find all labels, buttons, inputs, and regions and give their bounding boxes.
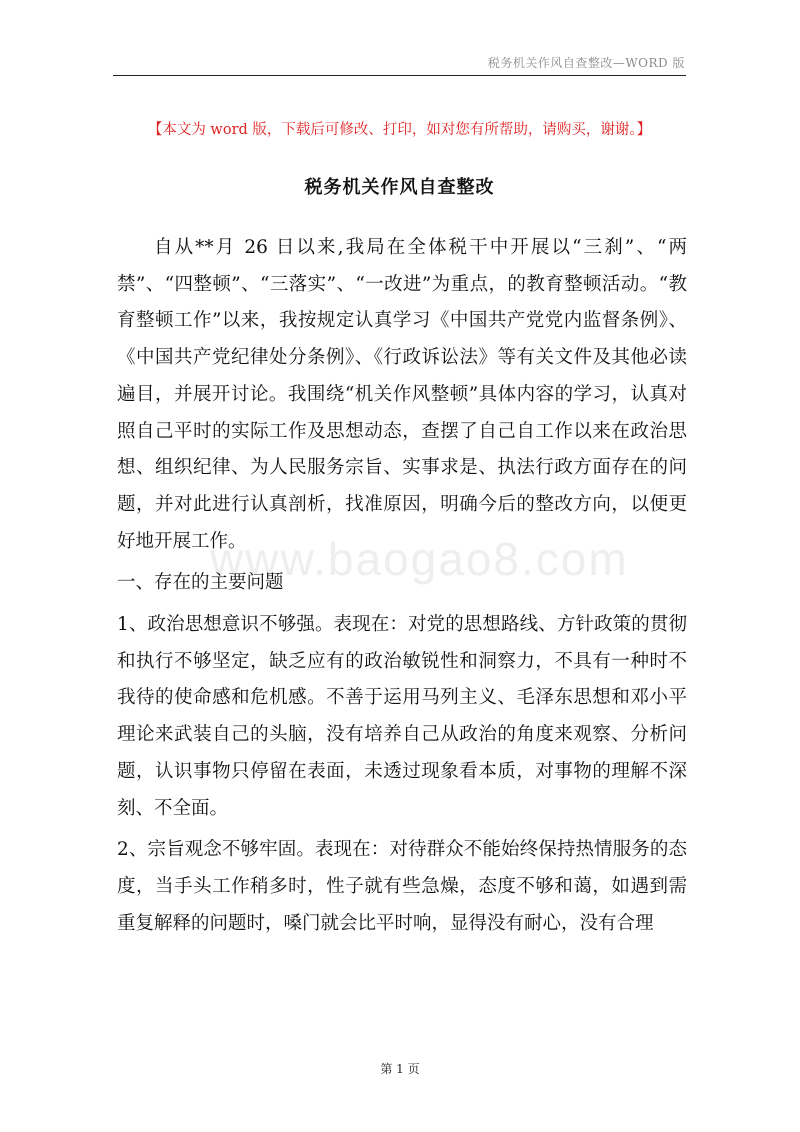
section-heading: 一、存在的主要问题 <box>117 572 284 594</box>
watermark: www.baogao8.com <box>210 533 629 585</box>
page-title: 税务机关作风自查整改 <box>304 177 495 198</box>
running-header: 税务机关作风自查整改—WORD 版 <box>487 56 685 70</box>
intro-paragraph: 自从**月 26 日以来,我局在全体税干中开展以“三刹”、“两禁”、“四整顿”、“三落实”、“一改进”为重点，的教育整顿活动。“教育整顿工作”以来，我按规定认真学习《中国共产党党内监督条例》、《中国共产党纪律处分条例》、《行政诉讼法》等有关文件及其他必读遍目，并展开讨论。我围绕“机关作风整顿”具体内容的学习，认真对照自己平时的实际工作及思想动态，查摆了自己自工作以来在政治思想、组织纪律、为人民服务宗旨、实事求是、执法行政方面存在的问题，并对此进行认真剖析，找准原因，明确今后的整改方向，以便更好地开展工作。 <box>117 237 687 552</box>
issue-paragraph-2: 2、宗旨观念不够牢固。表现在：对待群众不能始终保持热情服务的态度，当手头工作稍多时，性子就有些急燥，态度不够和蔼，如遇到需重复解释的问题时，嗓门就会比平时响，显得没有耐心，没有合理 <box>117 839 687 934</box>
header-divider <box>113 75 686 76</box>
page-number: 第 1 页 <box>380 1062 420 1076</box>
document-body <box>117 230 687 942</box>
issue-paragraph-1: 1、政治思想意识不够强。表现在：对党的思想路线、方针政策的贯彻和执行不够坚定，缺乏应有的政治敏锐性和洞察力，不具有一种时不我待的使命感和危机感。不善于运用马列主义、毛泽东思想和邓小平理论来武装自己的头脑，没有培养自己从政治的角度来观察、分析问题，认识事物只停留在表面，未透过现象看本质，对事物的理解不深刻、不全面。 <box>117 614 687 819</box>
download-notice: 【本文为 word 版，下载后可修改、打印，如对您有所帮助，请购买，谢谢。】 <box>147 122 652 138</box>
